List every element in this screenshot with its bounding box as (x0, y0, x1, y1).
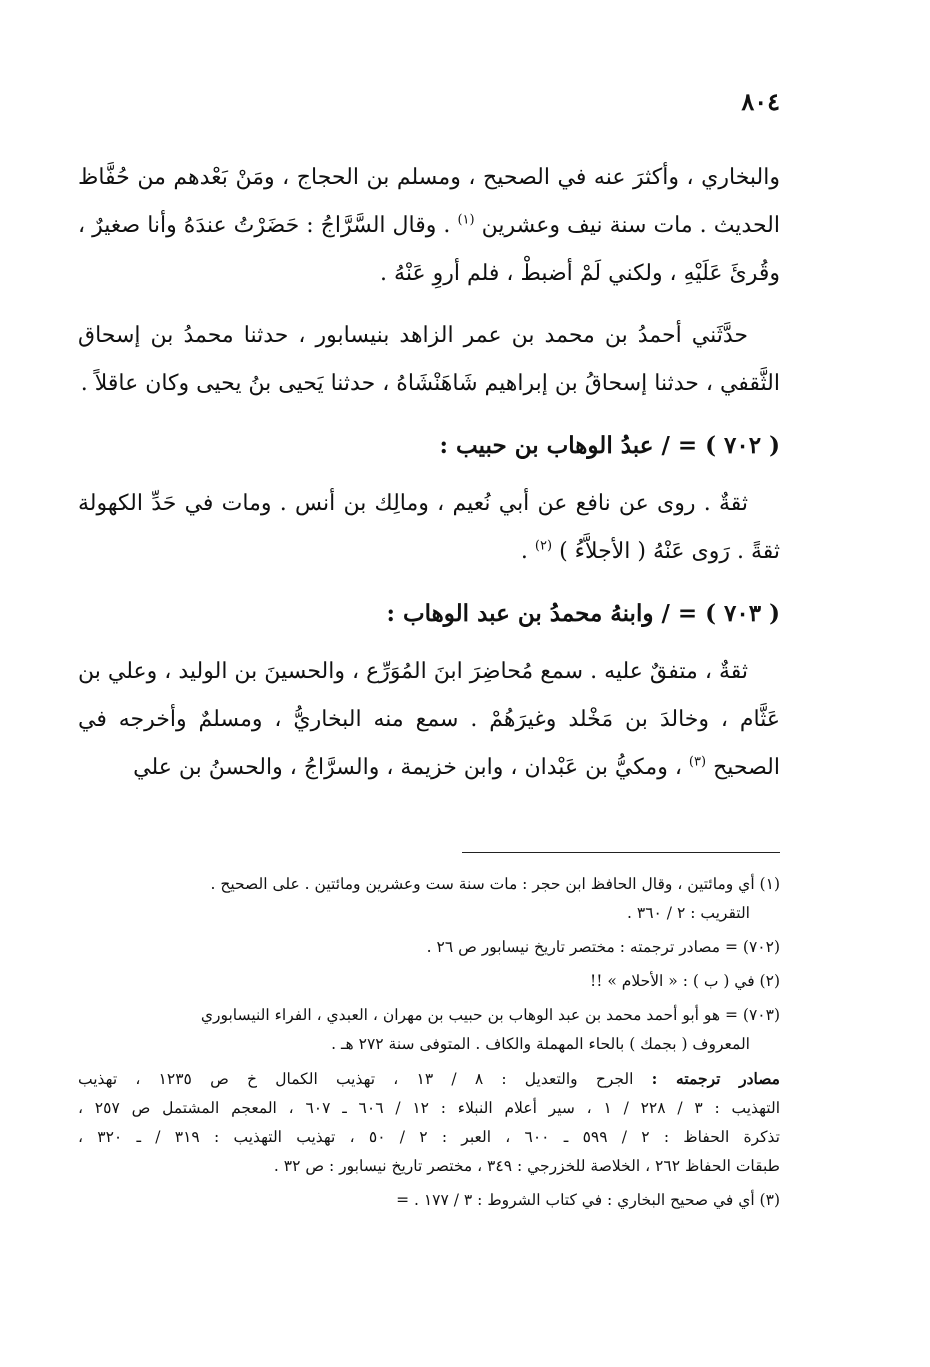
footnotes (78, 870, 780, 1220)
entry-703-end: ، ومكيُّ بن عَبْدان ، وابن خزيمة ، والسرَّاجُ ، والحسنُ بن علي (133, 755, 682, 780)
sources-label: مصادر ترجمته : (651, 1069, 780, 1088)
entry-703-body: ثقةٌ ، متفقٌ عليه . سمع مُحاضِرَ ابنَ المُوَرِّع ، والحسينَ بن الوليد ، وعلي بن عَثَّام ، وخالدَ بن مَخْلد وغيرَهُمْ . سمع منه البخاريُّ ، ومسلمٌ وأخرجه في الصحيح (78, 659, 780, 780)
page-number: ٨٠٤ (741, 87, 780, 116)
footnote-1-continued: التقريب : ٢ / ٣٦٠ . (627, 904, 750, 922)
footnote-1: (١) أي ومائتين ، وقال الحافظ ابن حجر : مات سنة ست وعشرين ومائتين . على الصحيح . (210, 875, 780, 893)
entry-heading-703: ( ٧٠٣ ) = / وابنهُ محمدُ بن عبد الوهاب : (386, 600, 780, 627)
footnote-2: (٢) في ( ب ) : « الأحلام » !! (589, 972, 780, 990)
sources-line-4: طبقات الحفاظ ٢٦٢ ، الخلاصة للخزرجي : ٣٤٩ ، مختصر تاريخ نيسابور : ص ٣٢ . (273, 1157, 780, 1175)
footnote-separator (462, 852, 780, 853)
footnote-ref-1: (١) (457, 212, 475, 228)
footnote-ref-3: (٣) (688, 754, 707, 770)
entry-702-body: ثقةٌ . روى عن نافع عن أبي نُعيم ، ومالِك بن أنس . ومات في حَدِّ الكهولة ثقةً . رَوى عَنْهُ ( الأجلاَّءُ ) (78, 491, 780, 564)
sources-line-2: التهذيب : ٣ / ٢٢٨ / ١ ، سير أعلام النبلاء : ١٢ / ٦٠٦ ـ ٦٠٧ ، المعجم المشتمل ص ٢٥٧ ، (78, 1099, 780, 1117)
footnote-ref-2: (٢) (534, 538, 553, 554)
entry-text-703 (78, 648, 780, 792)
footnote-703: (٧٠٣) = هو أبو أحمد محمد بن عبد الوهاب بن حبيب بن مهران ، العبدي ، الفراء النيسابوري (200, 1006, 780, 1024)
footnote-703-continued: المعروف ( بجمك ) بالحاء المهملة والكاف . المتوفى سنة ٢٧٢ هـ . (331, 1035, 750, 1053)
main-text (78, 154, 780, 792)
entry-heading-702: ( ٧٠٢ ) = / عبدُ الوهاب بن حبيب : (439, 432, 780, 459)
paragraph-continuation (78, 154, 780, 298)
sources-line-3: تذكرة الحفاظ : ٢ / ٥٩٩ ـ ٦٠٠ ، العبر : ٢ / ٥٠ ، تهذيب التهذيب : ٣١٩ / ـ ٣٢٠ ، (78, 1128, 780, 1146)
sources-line-1 (78, 1064, 780, 1094)
footnote-703-sources (78, 1064, 780, 1181)
paragraph-text-end: . وقال السَّرَّاجُ : حَضَرْتُ عندَهُ وأنا صغيرٌ ، وقُرئَ عَلَيْهِ ، ولكني لَمْ أضبطْ ، فلم أروِ عَنْهُ . (78, 213, 780, 286)
sources-line-1-text: الجرح والتعديل : ٨ / ١٣ ، تهذيب الكمال خ ص ١٢٣٥ ، تهذيب (78, 1070, 634, 1088)
paragraph-text: والبخاري ، وأكثرَ عنه في الصحيح ، ومسلم بن الحجاج ، ومَنْ بَعْدهم من حُفَّاظ الحديث . مات سنة نيف وعشرين (78, 165, 780, 238)
entry-text-702 (78, 480, 780, 576)
entry-702-end: . (520, 539, 528, 564)
footnote-702: (٧٠٢) = مصادر ترجمته : مختصر تاريخ نيسابور ص ٢٦ . (426, 938, 780, 956)
footnote-3: (٣) أي في صحيح البخاري : في كتاب الشروط : ٣ / ١٧٧ . = (396, 1191, 780, 1209)
book-page (78, 80, 780, 1280)
paragraph-chain: حدَّثَني أحمدُ بن محمد بن عمر الزاهد بنيسابور ، حدثنا محمدُ بن إسحاق الثَّقفي ، حدثنا إسحاقُ بن إبراهيم شَاهَنْشَاهُ ، حدثنا يَحيى بنُ يحيى وكان عاقلاً . (78, 323, 780, 396)
